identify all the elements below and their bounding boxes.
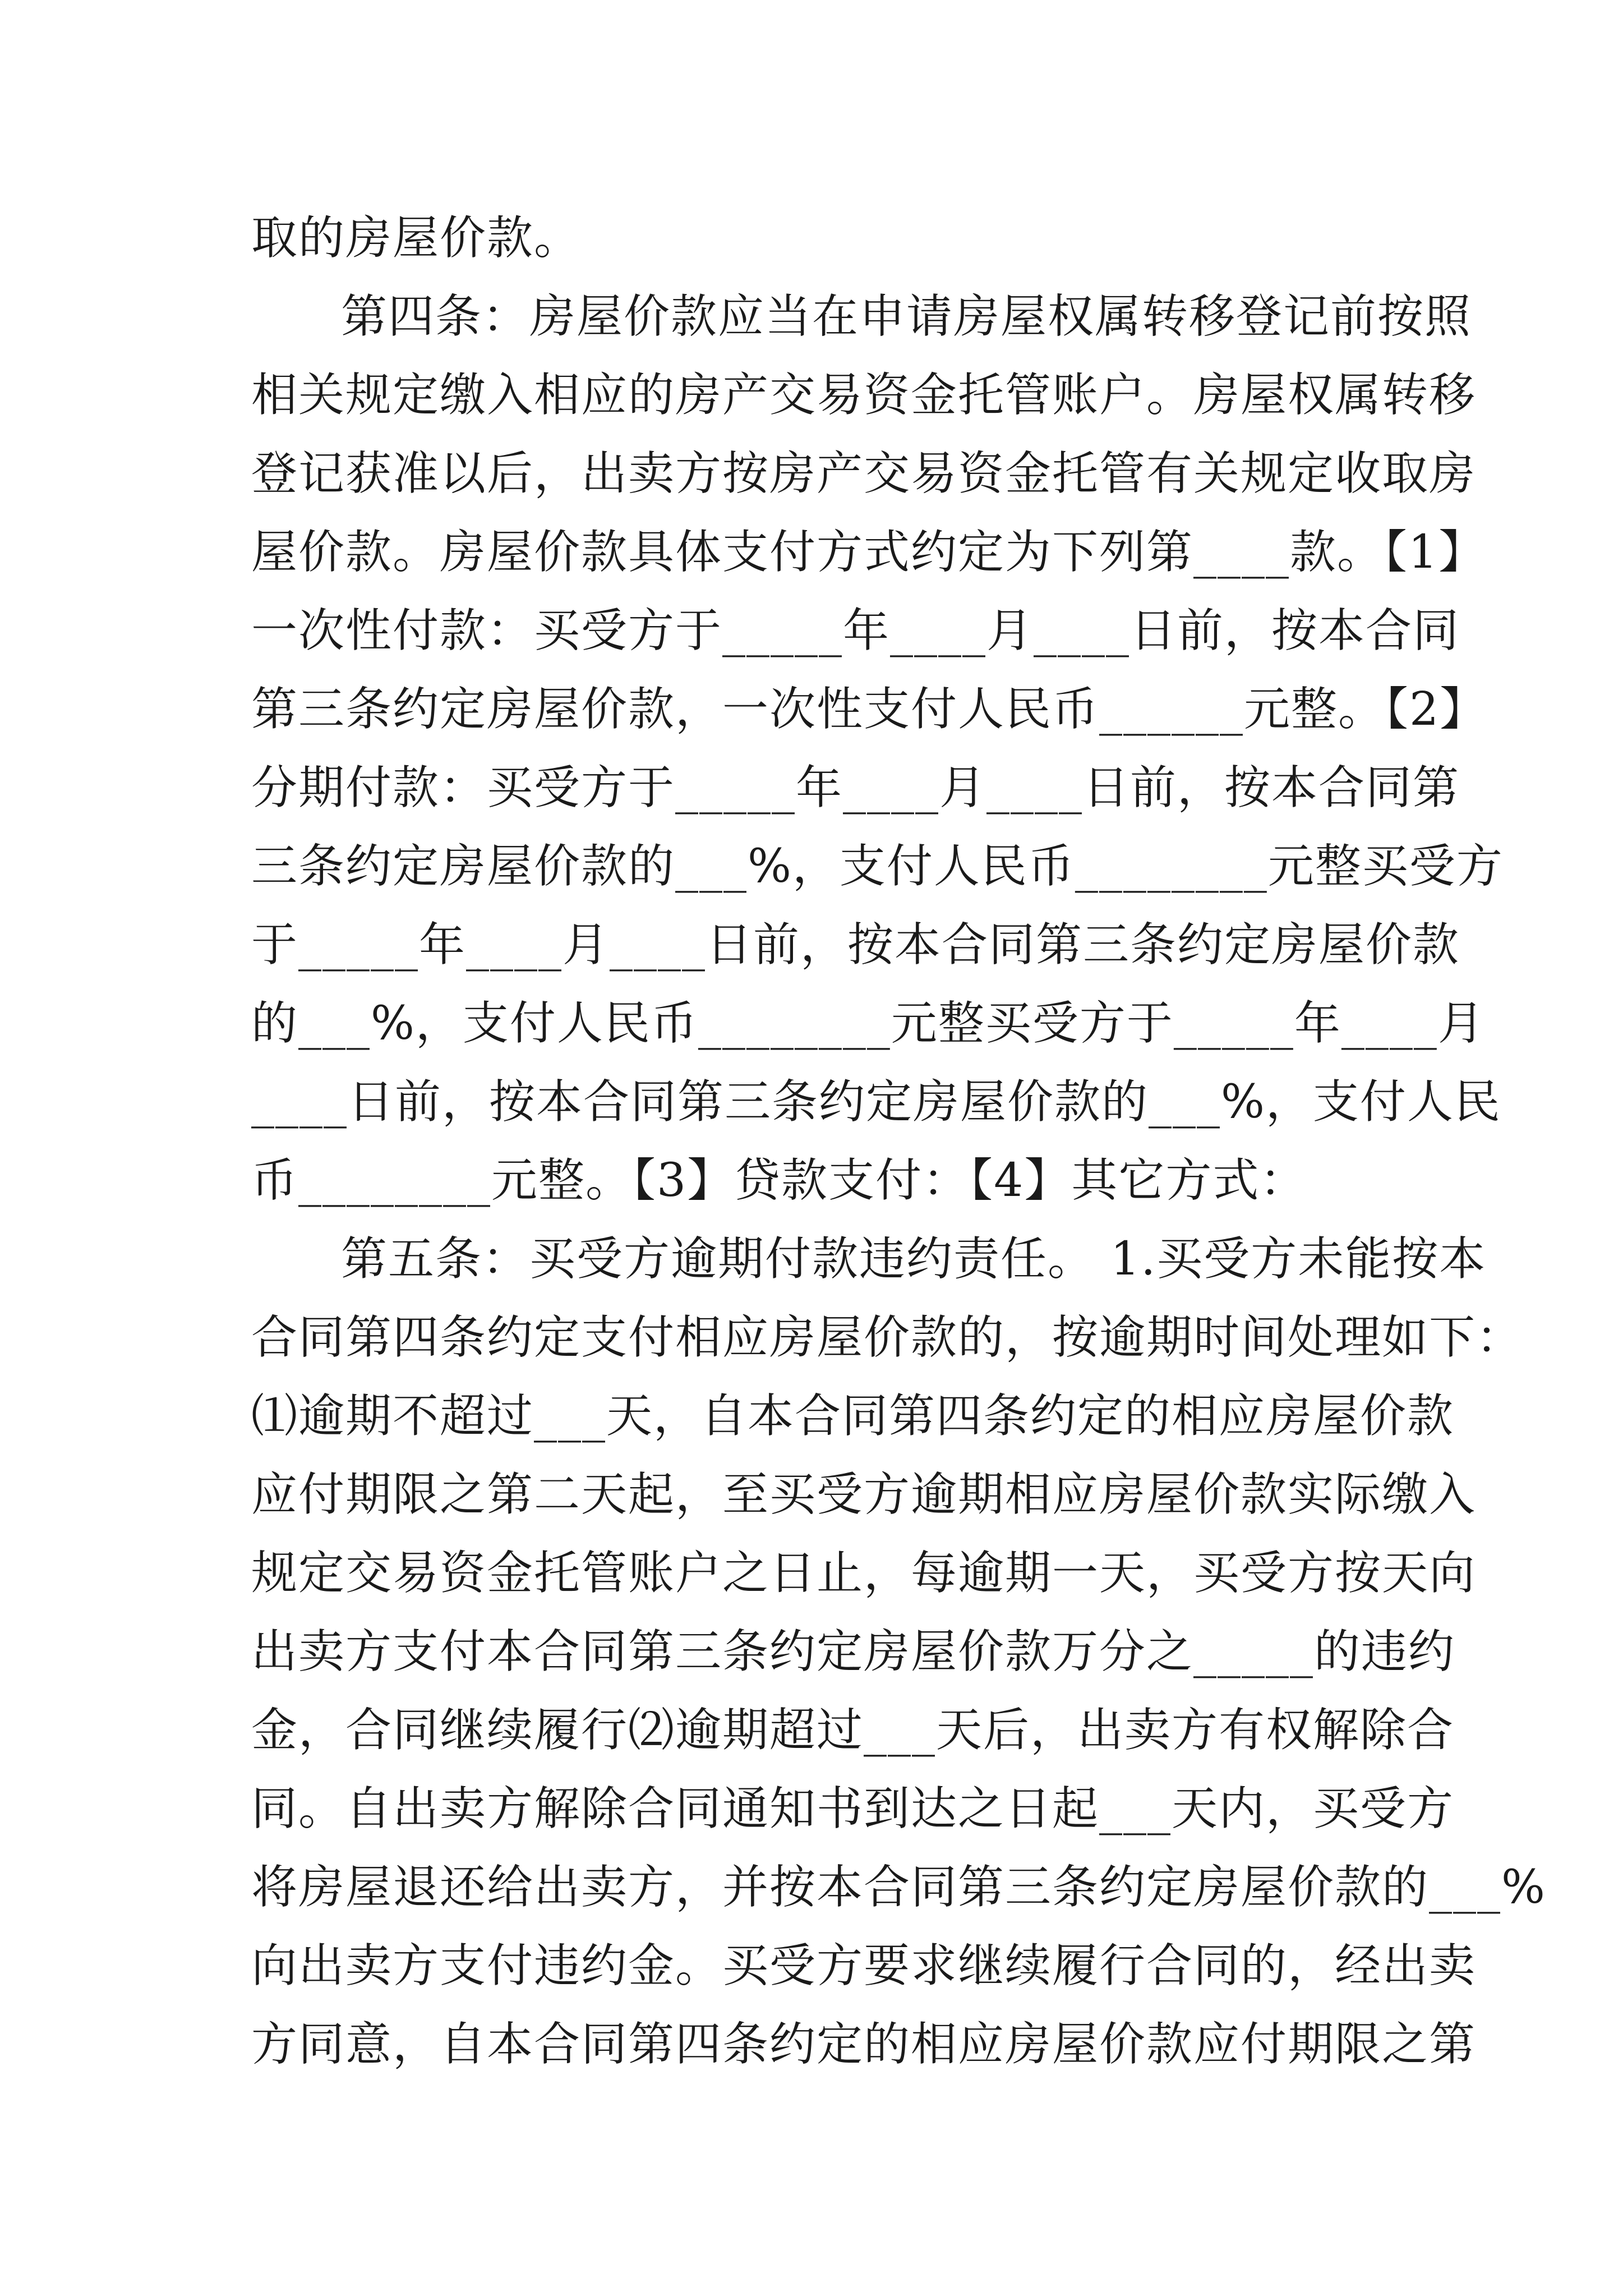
text-line: 三条约定房屋价款的___%，支付人民币________元整买受方 xyxy=(251,840,1504,893)
text-line: 第四条：房屋价款应当在申请房屋权属转移登记前按照 xyxy=(341,290,1472,343)
text-line: 第五条：买受方逾期付款违约责任。 1.买受方未能按本 xyxy=(341,1232,1487,1286)
text-line: 同。自出卖方解除合同通知书到达之日起___天内，买受方 xyxy=(251,1782,1455,1835)
text-line: 分期付款：买受方于_____年____月____日前，按本合同第 xyxy=(251,761,1460,815)
text-line: 一次性付款：买受方于_____年____月____日前，按本合同 xyxy=(251,604,1460,657)
text-line: 合同第四条约定支付相应房屋价款的，按逾期时间处理如下： xyxy=(251,1311,1524,1364)
text-line: 相关规定缴入相应的房产交易资金托管账户。房屋权属转移 xyxy=(251,369,1477,422)
text-line: 出卖方支付本合同第三条约定房屋价款万分之_____的违约 xyxy=(251,1625,1456,1678)
text-line: 规定交易资金托管账户之日止，每逾期一天，买受方按天向 xyxy=(251,1547,1477,1600)
text-line: ____日前，按本合同第三条约定房屋价款的___%，支付人民 xyxy=(251,1075,1501,1129)
text-line: 币________元整。【3】贷款支付：【4】其它方式： xyxy=(251,1154,1307,1207)
text-line: 第三条约定房屋价款，一次性支付人民币______元整。【2】 xyxy=(251,683,1487,736)
text-line: 金，合同继续履行⑵逾期超过___天后，出卖方有权解除合 xyxy=(251,1704,1455,1757)
text-line: 将房屋退还给出卖方，并按本合同第三条约定房屋价款的___% xyxy=(251,1861,1546,1914)
text-line: 取的房屋价款。 xyxy=(251,211,582,265)
text-line: 屋价款。房屋价款具体支付方式约定为下列第____款。【1】 xyxy=(251,526,1486,579)
text-line: 方同意，自本合同第四条约定的相应房屋价款应付期限之第 xyxy=(251,2018,1477,2071)
text-line: 向出卖方支付违约金。买受方要求继续履行合同的，经出卖 xyxy=(251,1939,1477,1993)
text-line: 应付期限之第二天起，至买受方逾期相应房屋价款实际缴入 xyxy=(251,1468,1477,1521)
text-line: 登记获准以后，出卖方按房产交易资金托管有关规定收取房 xyxy=(251,447,1477,500)
text-line: ⑴逾期不超过___天，自本合同第四条约定的相应房屋价款 xyxy=(251,1389,1455,1443)
text-line: 的___%，支付人民币________元整买受方于_____年____月 xyxy=(251,997,1485,1050)
text-line: 于_____年____月____日前，按本合同第三条约定房屋价款 xyxy=(251,918,1460,972)
